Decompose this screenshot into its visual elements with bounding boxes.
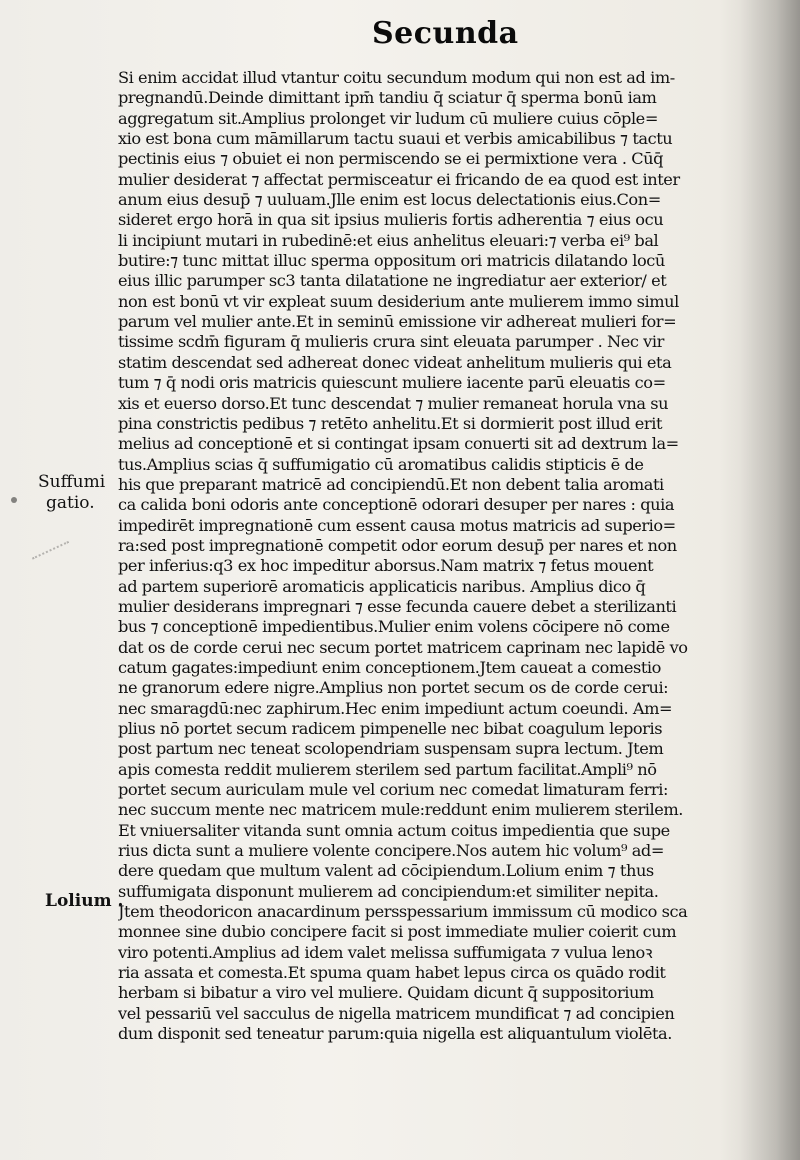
text-line: non est bonū vt vir expleat suum desiderium ante mulierem immo simul [118,291,679,311]
text-line: ne granorum edere nigre.Amplius non portet secum os de corde cerui: [118,678,669,698]
text-line: apis comesta reddit mulierem sterilem sed partum facilitat.Ampli⁹ nō [118,759,657,779]
text-line: catum gagates:impediunt enim conceptionem.Jtem caueat a comestio [118,657,661,677]
text-line: pectinis eius ⁊ obuiet ei non permiscendo se ei permixtione vera . Cūq̄ [118,149,664,169]
text-line: his que preparant matricē ad concipiendū.Et non debent talia aromati [118,474,664,494]
show-through-smudge [128,34,208,54]
text-line: tum ⁊ q̄ nodi oris matricis quiescunt muliere iacente parū eleuatis co= [118,373,666,393]
text-line: ria assata et comesta.Et spuma quam habet lepus circa os quādo rodit [118,963,666,983]
text-line: tus.Amplius scias q̄ suffumigatio cū aromatibus calidis stipticis ē de [118,454,644,474]
text-line: portet secum auriculam mule vel corium nec comedat limaturam ferri: [118,780,668,800]
text-line: per inferius:q3 ex hoc impeditur aborsus.Nam matrix ⁊ fetus mouent [118,556,654,576]
text-line: eius illic parumper sc3 tanta dilatatione ne ingrediatur aer exterior/ et [118,271,667,291]
text-line: vel pessariū vel sacculus de nigella matricem mundificat ⁊ ad concipien [118,1003,675,1023]
text-line: ca calida boni odoris ante conceptionē odorari desuper per nares : quia [118,495,675,515]
text-line: pregnandū.Deinde dimittant ipm̄ tandiu q̄ sciatur q̄ sperma bonū iam [118,88,657,108]
text-line: li incipiunt mutari in rubedinē:et eius anhelitus eleuari:⁊ verba ei⁹ bal [118,230,659,250]
running-head: Secunda [372,16,519,51]
text-line: mulier desiderat ⁊ affectat permisceatur ei fricando de ea quod est inter [118,169,680,189]
text-line: nec smaragdū:nec zaphirum.Hec enim impediunt actum coeundi. Am= [118,698,673,718]
text-line: tissime scdm̄ figuram q̄ mulieris crura sint eleuata parumper . Nec vir [118,332,664,352]
text-line: mulier desiderans impregnari ⁊ esse fecunda cauere debet a sterilizanti [118,596,677,616]
margin-note-suffumi: Suffumi [38,472,106,492]
text-line: viro potenti.Amplius ad idem valet melissa suffumigata ⁊ vulua lenoꝛ [118,942,653,962]
text-line: pina constrictis pedibus ⁊ retēto anhelitu.Et si dormierit post illud erit [118,413,662,433]
text-line: xio est bona cum māmillarum tactu suaui et verbis amicabilibus ⁊ tactu [118,129,673,149]
body-text [118,68,770,1045]
text-line: statim descendat sed adhereat donec videat anhelitum mulieris qui eta [118,352,672,372]
text-line: aggregatum sit.Amplius prolonget vir ludum cū muliere cuius cōple= [118,108,658,128]
text-line: post partum nec teneat scolopendriam suspensam supra lectum. Jtem [118,739,664,759]
text-line: butire:⁊ tunc mittat illuc sperma oppositum ori matricis dilatando locū [118,251,665,271]
text-line: ra:sed post impregnationē competit odor eorum desup̄ per nares et non [118,535,677,555]
text-line: rius dicta sunt a muliere volente concipere.Nos autem hic volum⁹ ad= [118,841,664,861]
text-line: bus ⁊ conceptionē impedientibus.Mulier enim volens cōcipere nō come [118,617,670,637]
text-line: Jtem theodoricon anacardinum persspessarium immissum cū modico sca [118,902,688,922]
text-line: xis et euerso dorso.Et tunc descendat ⁊ mulier remaneat horula vna su [118,393,669,413]
ink-smudge [32,541,80,583]
text-line: suffumigata disponunt mulierem ad concipiendum:et similiter nepita. [118,881,659,901]
text-line: dum disponit sed teneatur parum:quia nigella est aliquantulum violēta. [118,1024,672,1044]
text-line: dat os de corde cerui nec secum portet matricem caprinam nec lapidē vo [118,637,688,657]
text-line: Si enim accidat illud vtantur coitu secundum modum qui non est ad im- [118,68,675,87]
text-line: plius nō portet secum radicem pimpenelle nec bibat coagulum leporis [118,719,663,738]
text-line: dere quedam que multum valent ad cōcipiendum.Lolium enim ⁊ thus [118,861,654,881]
text-line: anum eius desup̄ ⁊ uuluam.Jlle enim est locus delectationis eius.Con= [118,190,661,210]
text-line: Et vniuersaliter vitanda sunt omnia actum coitus impedientia que supe [118,820,670,840]
text-line: impedirēt impregnationē cum essent causa motus matricis ad superio= [118,515,676,535]
text-line: herbam si bibatur a viro vel muliere. Quidam dicunt q̄ suppositorium [118,983,654,1003]
text-line: parum vel mulier ante.Et in seminū emissione vir adhereat mulieri for= [118,312,677,332]
ink-dot [11,497,17,503]
text-line: melius ad conceptionē et si contingat ipsam conuerti sit ad dextrum la= [118,434,679,454]
text-line: sideret ergo horā in qua sit ipsius mulieris fortis adherentia ⁊ eius ocu [118,210,664,230]
margin-note-gatio: gatio. [46,493,95,513]
text-line: monnee sine dubio concipere facit si post immediate mulier coierit cum [118,922,677,942]
margin-note-lolium: Lolium . [45,891,124,911]
text-line: ad partem superiorē aromaticis applicaticis naribus. Amplius dico q̄ [118,576,646,596]
text-line: nec succum mente nec matricem mule:reddunt enim mulierem sterilem. [118,800,683,820]
